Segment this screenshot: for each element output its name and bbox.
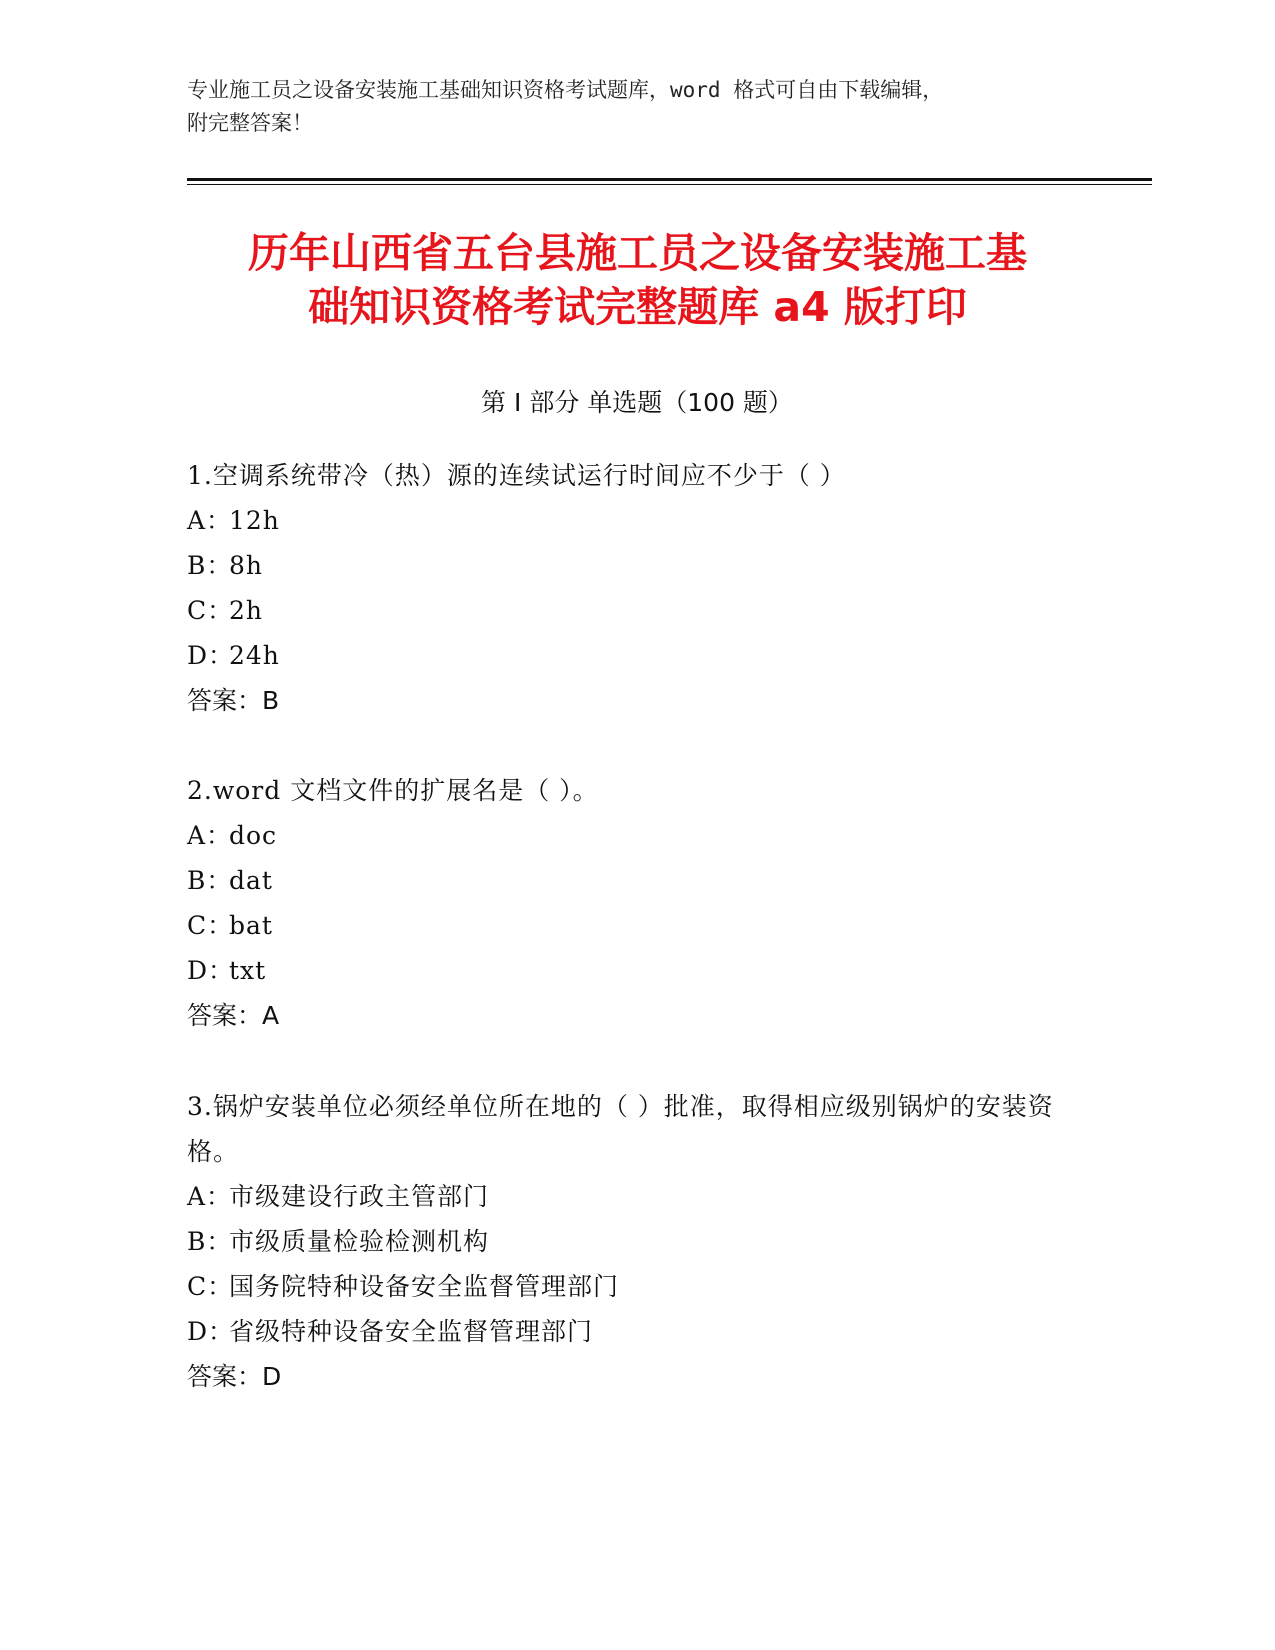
question-option-a <box>187 1174 1077 1219</box>
question-option-b <box>187 1219 1077 1264</box>
option-key: B： <box>187 551 233 580</box>
option-text: 24h <box>229 641 280 670</box>
header-divider-thin <box>187 184 1152 185</box>
question-option-c <box>187 588 1077 633</box>
header-note-line-1: 专业施工员之设备安装施工基础知识资格考试题库，word 格式可自由下载编辑， <box>187 78 944 102</box>
option-text: dat <box>229 866 273 895</box>
option-key: A： <box>187 1182 233 1211</box>
question-option-c <box>187 903 1077 948</box>
question-stem: 3.锅炉安装单位必须经单位所在地的（ ）批准，取得相应级别锅炉的安装资格。 <box>187 1092 1054 1166</box>
question-answer: 答案：D <box>187 1362 282 1391</box>
option-text: 8h <box>229 551 264 580</box>
option-key: C： <box>187 596 234 625</box>
question-option-a <box>187 813 1077 858</box>
option-text: bat <box>229 911 273 940</box>
option-text: doc <box>229 821 278 850</box>
header-divider-thick <box>187 178 1152 181</box>
question-option-d <box>187 633 1077 678</box>
option-text: 国务院特种设备安全监督管理部门 <box>229 1272 620 1301</box>
option-text: 12h <box>229 506 280 535</box>
option-text: 市级建设行政主管部门 <box>229 1182 490 1211</box>
option-text: 省级特种设备安全监督管理部门 <box>229 1317 594 1346</box>
document-title-line-1: 历年山西省五台县施工员之设备安装施工基 <box>248 229 1027 277</box>
document-title-line-2: 础知识资格考试完整题库 a4 版打印 <box>308 283 967 331</box>
question-option-c <box>187 1264 1077 1309</box>
header-note <box>187 74 1067 140</box>
option-text: 市级质量检验检测机构 <box>229 1227 490 1256</box>
option-key: C： <box>187 1272 234 1301</box>
question-answer: 答案：A <box>187 1001 280 1030</box>
question-option-b <box>187 543 1077 588</box>
option-key: A： <box>187 506 233 535</box>
option-key: D： <box>187 1317 235 1346</box>
question-3 <box>187 1084 1077 1399</box>
option-key: D： <box>187 641 235 670</box>
question-option-d <box>187 1309 1077 1354</box>
option-key: A： <box>187 821 233 850</box>
option-key: C： <box>187 911 234 940</box>
question-answer: 答案：B <box>187 686 280 715</box>
option-key: B： <box>187 866 233 895</box>
option-text: 2h <box>229 596 264 625</box>
question-option-b <box>187 858 1077 903</box>
option-text: txt <box>229 956 267 985</box>
option-key: B： <box>187 1227 233 1256</box>
section-heading: 第 I 部分 单选题（100 题） <box>481 388 793 417</box>
question-2 <box>187 768 1077 1038</box>
question-option-d <box>187 948 1077 993</box>
question-stem: 1.空调系统带冷（热）源的连续试运行时间应不少于（ ） <box>187 461 846 490</box>
document-title <box>150 226 1125 334</box>
option-key: D： <box>187 956 235 985</box>
question-option-a <box>187 498 1077 543</box>
question-1 <box>187 453 1077 723</box>
header-note-line-2: 附完整答案！ <box>187 111 313 135</box>
question-stem: 2.word 文档文件的扩展名是（ ）。 <box>187 776 599 805</box>
